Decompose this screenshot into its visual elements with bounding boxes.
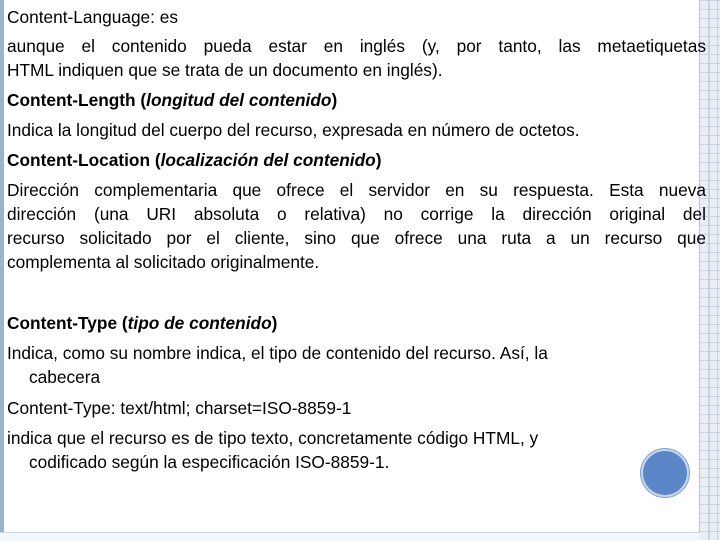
content-location-close: )	[375, 150, 382, 170]
right-pattern-band	[699, 0, 720, 540]
decorative-circle-icon	[641, 449, 689, 497]
content-length-heading	[7, 88, 337, 112]
aunque-line-2: HTML indiquen que se trata de un documento en inglés).	[7, 60, 443, 80]
content-language-line: Content-Language: es	[7, 7, 179, 27]
content-type-close: )	[271, 313, 278, 333]
direccion-line-4: complementa al solicitado originalmente.	[7, 252, 320, 272]
content-type-label: Content-Type (	[7, 313, 128, 333]
aunque-line-1: aunque el contenido pueda estar en inglés (y, por tanto, las metaetiquetas	[7, 36, 706, 56]
content-location-label: Content-Location (	[7, 150, 161, 170]
content-location-italic: localización del contenido	[160, 150, 376, 170]
content-type-example: Content-Type: text/html; charset=ISO-8859-1	[7, 398, 352, 418]
left-border-decoration	[0, 0, 4, 540]
content-location-heading	[7, 148, 381, 172]
direccion-line-2: dirección (una URI absoluta o relativa) no corrige la dirección original del	[7, 204, 706, 224]
direccion-line-3: recurso solicitado por el cliente, sino que ofrece una ruta a un recurso que	[7, 228, 706, 248]
content-type-description-2: cabecera	[29, 367, 101, 387]
content-length-italic: longitud del contenido	[146, 90, 332, 110]
content-type-final-2: codificado según la especificación ISO-8859-1.	[29, 452, 390, 472]
content-type-final-1: indica que el recurso es de tipo texto, concretamente código HTML, y	[7, 428, 539, 448]
content-length-close: )	[331, 90, 338, 110]
content-length-label: Content-Length (	[7, 90, 147, 110]
content-type-description-1: Indica, como su nombre indica, el tipo de contenido del recurso. Así, la	[7, 343, 548, 363]
content-type-italic: tipo de contenido	[127, 313, 272, 333]
content-length-description: Indica la longitud del cuerpo del recurso, expresada en número de octetos.	[7, 120, 580, 140]
content-type-heading	[7, 311, 277, 335]
direccion-line-1: Dirección complementaria que ofrece el servidor en su respuesta. Esta nueva	[7, 180, 706, 200]
